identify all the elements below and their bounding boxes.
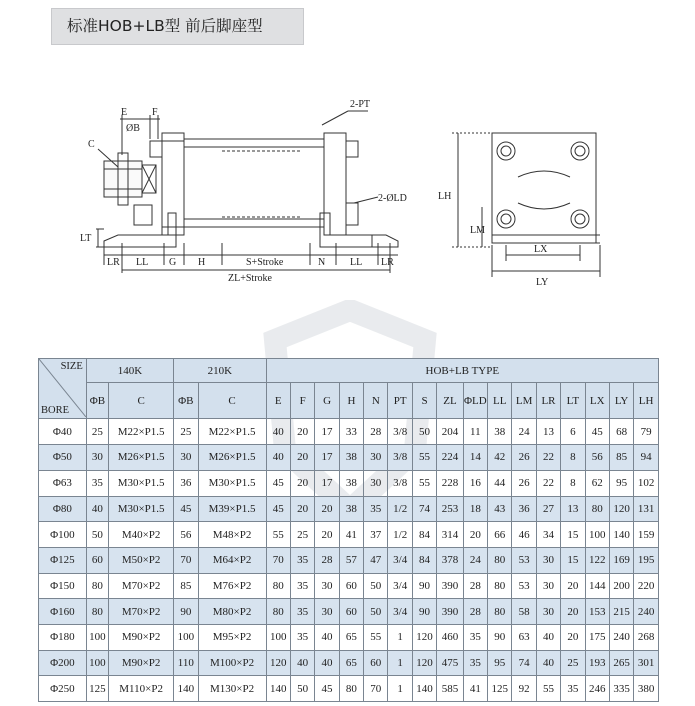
table-cell: 20 <box>463 522 487 548</box>
table-cell: 125 <box>488 676 512 702</box>
table-cell: 8 <box>561 470 585 496</box>
table-cell: 22 <box>536 445 560 471</box>
table-cell: 100 <box>585 522 609 548</box>
table-cell: M90×P2 <box>109 650 174 676</box>
table-cell: 159 <box>634 522 659 548</box>
table-cell: 380 <box>634 676 659 702</box>
table-cell: 85 <box>174 573 198 599</box>
table-cell: 100 <box>266 624 290 650</box>
table-cell: 90 <box>412 599 436 625</box>
table-cell: 70 <box>174 547 198 573</box>
table-cell: 40 <box>266 419 290 445</box>
table-cell: 57 <box>339 547 363 573</box>
table-cell: 90 <box>174 599 198 625</box>
table-cell: 390 <box>437 599 463 625</box>
table-cell: 45 <box>174 496 198 522</box>
table-cell: 28 <box>315 547 339 573</box>
table-cell: 228 <box>437 470 463 496</box>
table-cell: 80 <box>488 573 512 599</box>
table-cell: 79 <box>634 419 659 445</box>
table-cell: 3/4 <box>388 547 412 573</box>
table-cell: 585 <box>437 676 463 702</box>
table-cell: 40 <box>266 445 290 471</box>
column-header: H <box>339 383 363 419</box>
table-cell: M70×P2 <box>109 599 174 625</box>
corner-cell <box>39 359 87 419</box>
table-cell: 30 <box>315 599 339 625</box>
table-cell: 84 <box>412 522 436 548</box>
table-cell: 36 <box>174 470 198 496</box>
table-cell: 120 <box>609 496 633 522</box>
dim-ly: LY <box>536 277 549 288</box>
table-cell: 204 <box>437 419 463 445</box>
table-cell: 80 <box>266 599 290 625</box>
group-210k: 210K <box>174 359 266 383</box>
table-cell: 47 <box>364 547 388 573</box>
table-cell: 3/4 <box>388 573 412 599</box>
column-header: LR <box>536 383 560 419</box>
dim-lm: LM <box>470 225 485 236</box>
dim-ld: 2-ØLD <box>378 193 407 204</box>
table-cell: 390 <box>437 573 463 599</box>
table-cell: M50×P2 <box>109 547 174 573</box>
table-cell: 50 <box>364 573 388 599</box>
table-cell: 65 <box>339 650 363 676</box>
table-cell: 1 <box>388 650 412 676</box>
corner-size: SIZE <box>60 361 83 372</box>
table-cell: 45 <box>266 470 290 496</box>
table-cell: 40 <box>315 650 339 676</box>
table-cell: 55 <box>412 445 436 471</box>
table-cell: 50 <box>412 419 436 445</box>
corner-bore: BORE <box>41 405 70 417</box>
table-cell: 70 <box>266 547 290 573</box>
column-header: ZL <box>437 383 463 419</box>
table-cell: M76×P2 <box>198 573 266 599</box>
column-header: PT <box>388 383 412 419</box>
table-cell: 11 <box>463 419 487 445</box>
table-cell: M100×P2 <box>198 650 266 676</box>
dim-lr: LR <box>107 257 120 268</box>
table-cell: 50 <box>86 522 108 548</box>
spec-table <box>38 358 659 702</box>
column-header: C <box>109 383 174 419</box>
bore-cell: Φ250 <box>39 676 87 702</box>
bore-cell: Φ160 <box>39 599 87 625</box>
table-cell: 175 <box>585 624 609 650</box>
bore-cell: Φ150 <box>39 573 87 599</box>
table-cell: M26×P1.5 <box>198 445 266 471</box>
table-cell: 301 <box>634 650 659 676</box>
dim-pt: 2-PT <box>350 99 370 110</box>
table-cell: 94 <box>634 445 659 471</box>
table-cell: 20 <box>290 496 314 522</box>
table-cell: 53 <box>512 573 536 599</box>
table-cell: 25 <box>86 419 108 445</box>
table-cell: 30 <box>536 599 560 625</box>
table-row <box>39 419 659 445</box>
table-cell: 40 <box>536 624 560 650</box>
table-cell: 193 <box>585 650 609 676</box>
table-cell: 120 <box>412 650 436 676</box>
table-cell: 140 <box>609 522 633 548</box>
group-type: HOB+LB TYPE <box>266 359 658 383</box>
column-header: LX <box>585 383 609 419</box>
table-cell: 6 <box>561 419 585 445</box>
table-cell: 40 <box>86 496 108 522</box>
table-cell: M70×P2 <box>109 573 174 599</box>
table-cell: M26×P1.5 <box>109 445 174 471</box>
dim-c: C <box>88 139 95 150</box>
table-cell: 55 <box>412 470 436 496</box>
table-cell: 17 <box>315 470 339 496</box>
table-row <box>39 522 659 548</box>
table-cell: 17 <box>315 419 339 445</box>
table-cell: 16 <box>463 470 487 496</box>
table-cell: 28 <box>364 419 388 445</box>
dim-ll: LL <box>136 257 149 268</box>
table-cell: 60 <box>339 573 363 599</box>
column-header: E <box>266 383 290 419</box>
table-cell: 1 <box>388 624 412 650</box>
table-cell: 24 <box>463 547 487 573</box>
table-cell: 144 <box>585 573 609 599</box>
table-cell: 24 <box>512 419 536 445</box>
table-cell: 65 <box>339 624 363 650</box>
table-cell: 80 <box>86 599 108 625</box>
table-cell: 30 <box>536 573 560 599</box>
table-cell: 41 <box>339 522 363 548</box>
table-cell: 20 <box>561 624 585 650</box>
column-header: ΦLD <box>463 383 487 419</box>
table-cell: 20 <box>561 573 585 599</box>
table-cell: 55 <box>266 522 290 548</box>
table-row <box>39 676 659 702</box>
table-cell: 140 <box>266 676 290 702</box>
table-cell: 38 <box>339 445 363 471</box>
column-header: S <box>412 383 436 419</box>
table-cell: 1 <box>388 676 412 702</box>
table-cell: 40 <box>290 650 314 676</box>
table-cell: 314 <box>437 522 463 548</box>
table-cell: 56 <box>585 445 609 471</box>
column-header: G <box>315 383 339 419</box>
dim-zl: ZL+Stroke <box>228 273 272 284</box>
table-cell: 45 <box>315 676 339 702</box>
table-cell: 200 <box>609 573 633 599</box>
table-cell: 195 <box>634 547 659 573</box>
table-cell: M130×P2 <box>198 676 266 702</box>
table-cell: 60 <box>86 547 108 573</box>
table-cell: 35 <box>290 599 314 625</box>
table-cell: 22 <box>536 470 560 496</box>
table-cell: 30 <box>174 445 198 471</box>
table-cell: 240 <box>609 624 633 650</box>
table-cell: 38 <box>488 419 512 445</box>
table-cell: 37 <box>364 522 388 548</box>
table-cell: 66 <box>488 522 512 548</box>
dim-g: G <box>169 257 177 268</box>
column-header: LH <box>634 383 659 419</box>
table-row <box>39 496 659 522</box>
table-cell: 42 <box>488 445 512 471</box>
table-cell: 25 <box>174 419 198 445</box>
table-cell: M80×P2 <box>198 599 266 625</box>
table-cell: 100 <box>86 650 108 676</box>
table-cell: 3/8 <box>388 419 412 445</box>
table-cell: 27 <box>536 496 560 522</box>
table-cell: 74 <box>412 496 436 522</box>
table-cell: 30 <box>536 547 560 573</box>
table-cell: 475 <box>437 650 463 676</box>
table-cell: 35 <box>86 470 108 496</box>
table-cell: 224 <box>437 445 463 471</box>
column-header: ΦB <box>86 383 108 419</box>
table-cell: 46 <box>512 522 536 548</box>
table-cell: M39×P1.5 <box>198 496 266 522</box>
table-cell: 35 <box>364 496 388 522</box>
table-cell: 220 <box>634 573 659 599</box>
table-cell: 20 <box>561 599 585 625</box>
table-cell: 50 <box>364 599 388 625</box>
table-cell: 74 <box>512 650 536 676</box>
table-cell: 36 <box>512 496 536 522</box>
table-row <box>39 650 659 676</box>
table-cell: M30×P1.5 <box>109 470 174 496</box>
bore-cell: Φ125 <box>39 547 87 573</box>
column-header: LT <box>561 383 585 419</box>
table-cell: 20 <box>315 522 339 548</box>
table-cell: 240 <box>634 599 659 625</box>
table-cell: 20 <box>290 445 314 471</box>
column-header: N <box>364 383 388 419</box>
table-cell: 265 <box>609 650 633 676</box>
table-cell: M64×P2 <box>198 547 266 573</box>
table-cell: 28 <box>463 599 487 625</box>
table-cell: 95 <box>609 470 633 496</box>
dim-lx: LX <box>534 244 548 255</box>
table-cell: 100 <box>86 624 108 650</box>
table-cell: 90 <box>488 624 512 650</box>
table-cell: 26 <box>512 445 536 471</box>
table-cell: 120 <box>266 650 290 676</box>
column-header: LY <box>609 383 633 419</box>
table-cell: 38 <box>339 496 363 522</box>
table-cell: 153 <box>585 599 609 625</box>
page-title: 标准HOB+LB型 前后脚座型 <box>51 8 304 45</box>
table-cell: 18 <box>463 496 487 522</box>
table-cell: 28 <box>463 573 487 599</box>
table-cell: 30 <box>86 445 108 471</box>
bore-cell: Φ180 <box>39 624 87 650</box>
table-cell: 246 <box>585 676 609 702</box>
table-cell: 131 <box>634 496 659 522</box>
table-cell: 460 <box>437 624 463 650</box>
bore-cell: Φ50 <box>39 445 87 471</box>
table-cell: M110×P2 <box>109 676 174 702</box>
table-cell: 35 <box>290 573 314 599</box>
table-cell: 1/2 <box>388 496 412 522</box>
table-cell: 80 <box>585 496 609 522</box>
table-cell: 215 <box>609 599 633 625</box>
table-cell: 125 <box>86 676 108 702</box>
table-cell: 100 <box>174 624 198 650</box>
table-cell: 80 <box>86 573 108 599</box>
table-cell: 35 <box>463 650 487 676</box>
table-cell: 60 <box>339 599 363 625</box>
table-cell: 34 <box>536 522 560 548</box>
table-row <box>39 573 659 599</box>
column-header: C <box>198 383 266 419</box>
table-cell: M22×P1.5 <box>198 419 266 445</box>
table-cell: 44 <box>488 470 512 496</box>
table-cell: 35 <box>561 676 585 702</box>
table-cell: 20 <box>290 419 314 445</box>
dim-phib: ØB <box>126 123 140 134</box>
table-cell: M22×P1.5 <box>109 419 174 445</box>
table-cell: 55 <box>364 624 388 650</box>
table-cell: 50 <box>290 676 314 702</box>
table-cell: 17 <box>315 445 339 471</box>
table-cell: 169 <box>609 547 633 573</box>
table-cell: 58 <box>512 599 536 625</box>
table-cell: 378 <box>437 547 463 573</box>
table-cell: 110 <box>174 650 198 676</box>
table-cell: 15 <box>561 522 585 548</box>
table-cell: 3/4 <box>388 599 412 625</box>
table-cell: M30×P1.5 <box>198 470 266 496</box>
table-cell: 120 <box>412 624 436 650</box>
table-cell: 45 <box>266 496 290 522</box>
table-cell: 90 <box>412 573 436 599</box>
table-cell: 25 <box>290 522 314 548</box>
table-row <box>39 470 659 496</box>
table-cell: 41 <box>463 676 487 702</box>
table-cell: 33 <box>339 419 363 445</box>
column-header: ΦB <box>174 383 198 419</box>
bore-cell: Φ63 <box>39 470 87 496</box>
table-cell: 40 <box>315 624 339 650</box>
table-cell: M90×P2 <box>109 624 174 650</box>
dim-lr2: LR <box>381 257 394 268</box>
table-cell: 30 <box>364 445 388 471</box>
table-cell: M40×P2 <box>109 522 174 548</box>
dim-e: E <box>121 107 128 118</box>
table-cell: 35 <box>290 624 314 650</box>
bore-cell: Φ40 <box>39 419 87 445</box>
group-140k: 140K <box>86 359 173 383</box>
table-cell: M30×P1.5 <box>109 496 174 522</box>
table-row <box>39 624 659 650</box>
table-cell: 80 <box>488 599 512 625</box>
table-cell: 30 <box>364 470 388 496</box>
table-cell: 38 <box>339 470 363 496</box>
table-row <box>39 445 659 471</box>
dim-n: N <box>318 257 326 268</box>
table-cell: 43 <box>488 496 512 522</box>
table-cell: 92 <box>512 676 536 702</box>
column-header: LM <box>512 383 536 419</box>
table-cell: 35 <box>463 624 487 650</box>
table-cell: 335 <box>609 676 633 702</box>
table-cell: 1/2 <box>388 522 412 548</box>
table-row <box>39 547 659 573</box>
table-cell: 20 <box>290 470 314 496</box>
table-cell: 14 <box>463 445 487 471</box>
dim-f: F <box>152 107 158 118</box>
table-cell: 45 <box>585 419 609 445</box>
table-cell: 102 <box>634 470 659 496</box>
bore-cell: Φ100 <box>39 522 87 548</box>
dim-lh: LH <box>438 191 452 202</box>
table-cell: 95 <box>488 650 512 676</box>
table-cell: 3/8 <box>388 470 412 496</box>
table-cell: 62 <box>585 470 609 496</box>
column-header: F <box>290 383 314 419</box>
table-cell: 55 <box>536 676 560 702</box>
table-cell: 85 <box>609 445 633 471</box>
table-cell: 8 <box>561 445 585 471</box>
table-row <box>39 599 659 625</box>
table-cell: 30 <box>315 573 339 599</box>
cylinder-drawing <box>0 95 695 295</box>
table-cell: 63 <box>512 624 536 650</box>
table-cell: 68 <box>609 419 633 445</box>
table-cell: 20 <box>315 496 339 522</box>
dim-s: S+Stroke <box>246 257 284 268</box>
table-cell: 13 <box>561 496 585 522</box>
table-cell: 70 <box>364 676 388 702</box>
table-cell: 122 <box>585 547 609 573</box>
table-cell: M95×P2 <box>198 624 266 650</box>
table-cell: 3/8 <box>388 445 412 471</box>
table-cell: 15 <box>561 547 585 573</box>
table-cell: 80 <box>266 573 290 599</box>
table-cell: 25 <box>561 650 585 676</box>
table-cell: 60 <box>364 650 388 676</box>
bore-cell: Φ80 <box>39 496 87 522</box>
table-cell: 53 <box>512 547 536 573</box>
bore-cell: Φ200 <box>39 650 87 676</box>
dim-h: H <box>198 257 206 268</box>
table-cell: 80 <box>488 547 512 573</box>
table-cell: 80 <box>339 676 363 702</box>
table-cell: 26 <box>512 470 536 496</box>
table-cell: 253 <box>437 496 463 522</box>
table-cell: M48×P2 <box>198 522 266 548</box>
table-cell: 84 <box>412 547 436 573</box>
table-cell: 140 <box>174 676 198 702</box>
dim-ll2: LL <box>350 257 363 268</box>
column-header: LL <box>488 383 512 419</box>
table-cell: 35 <box>290 547 314 573</box>
table-cell: 56 <box>174 522 198 548</box>
table-cell: 40 <box>536 650 560 676</box>
table-cell: 140 <box>412 676 436 702</box>
table-cell: 13 <box>536 419 560 445</box>
table-cell: 268 <box>634 624 659 650</box>
dim-lt: LT <box>80 233 92 244</box>
